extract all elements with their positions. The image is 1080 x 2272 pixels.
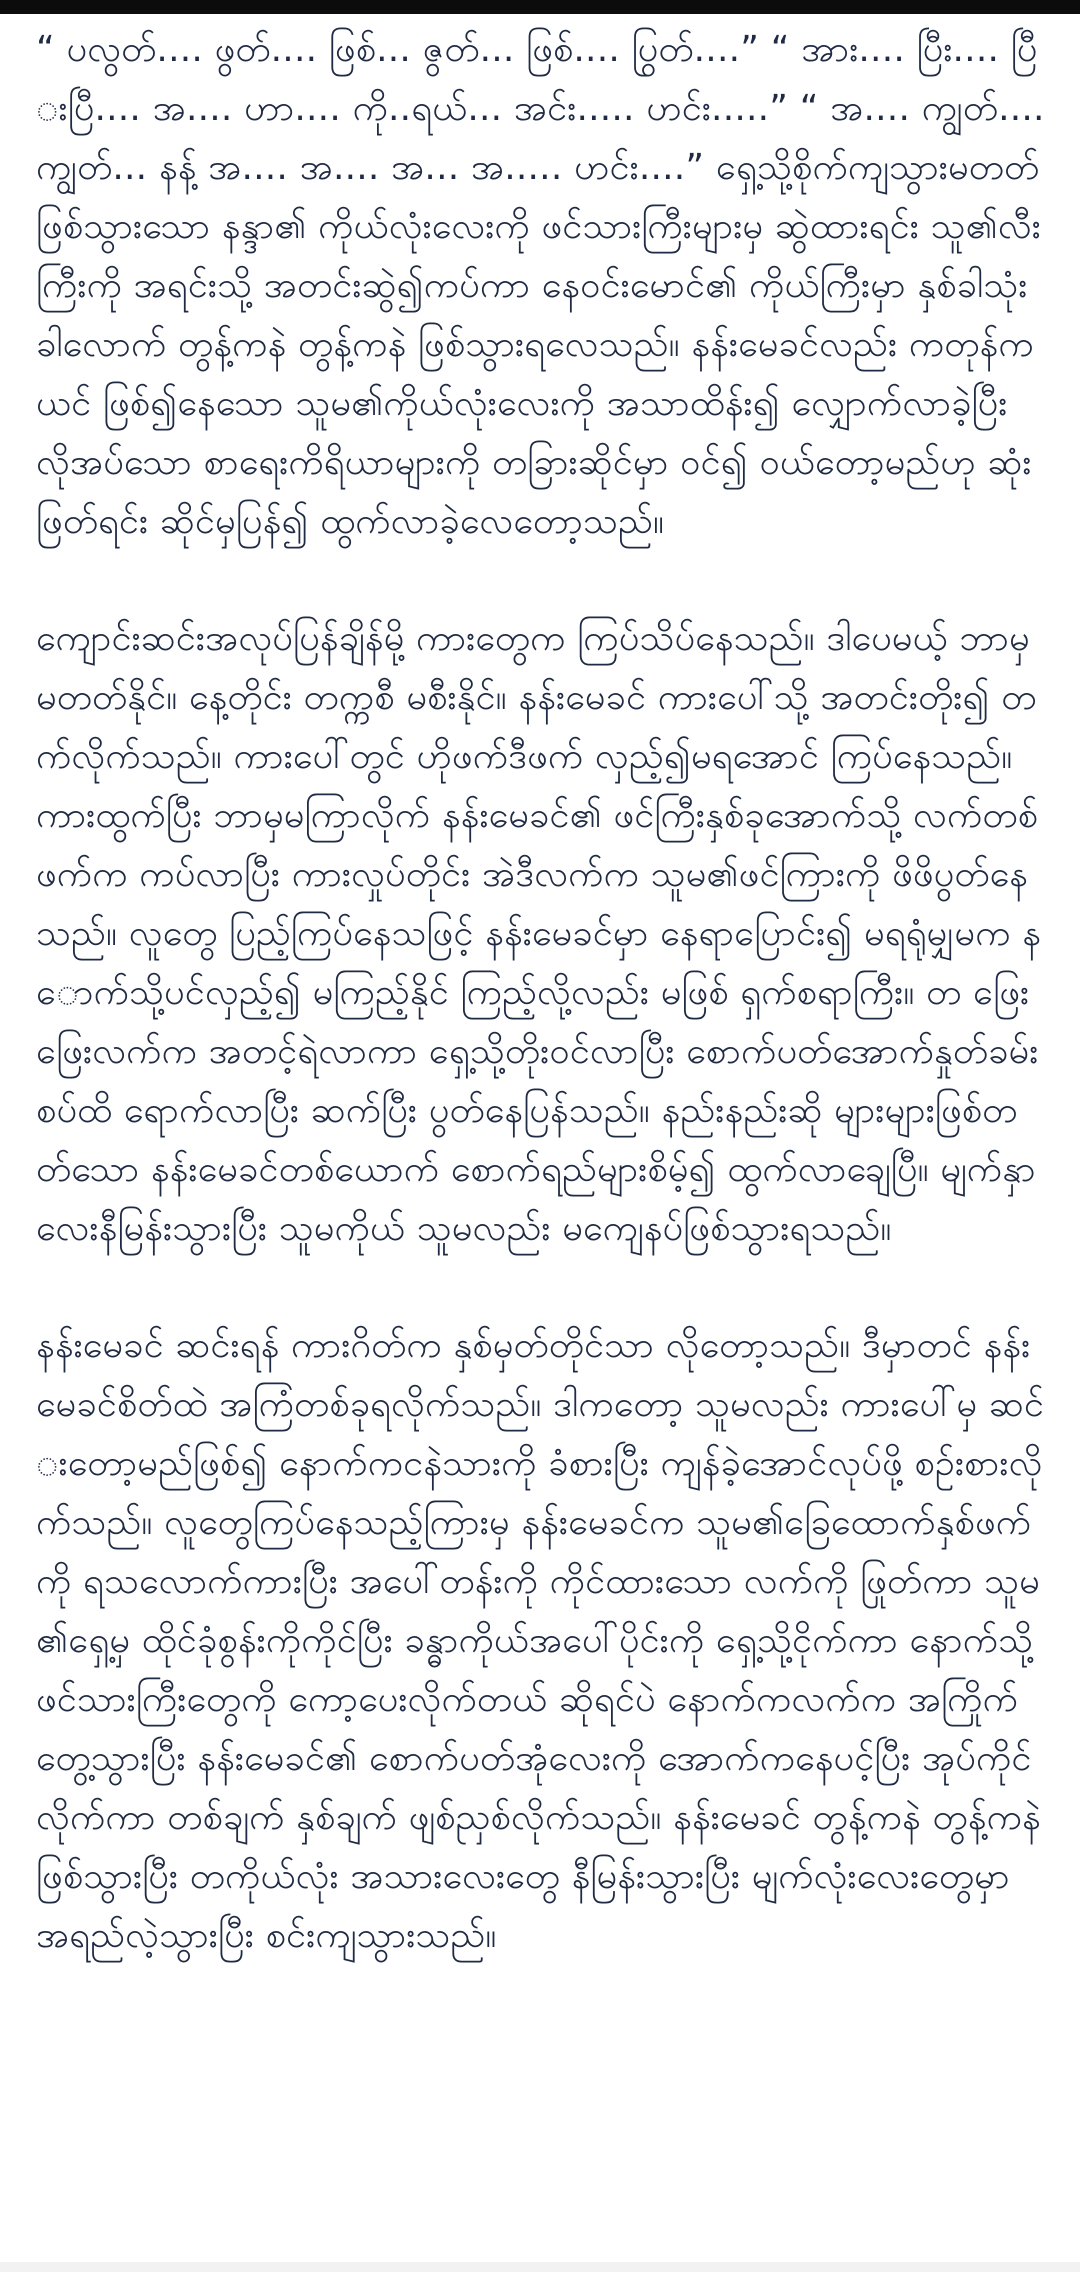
status-bar <box>0 0 1080 14</box>
reader-content[interactable] <box>0 14 1080 2260</box>
story-paragraph-1: “ ပလွတ်.... ဖွတ်.... ဖြစ်... ဇွတ်... ဖြစ်.... ပြွတ်....” “ အား.... ပြီး.... ပြီးပြီ.... အ.... ဟာ.... ကို..ရယ်... အင်း..... ဟင်း.....” “ အ.... ကျွတ်.... ကျွတ်... နန့် အ.... အ.... အ... အ..... ဟင်း....” ရှေ့သို့စိုက်ကျသွားမတတ် ဖြစ်သွားသော နန္ဒာ၏ ကိုယ်လုံးလေးကို ဖင်သားကြီးများမှ ဆွဲထားရင်း သူ၏လီးကြီးကို အရင်းသို့ အတင်းဆွဲ၍ကပ်ကာ နေဝင်းမောင်၏ ကိုယ်ကြီးမှာ နှစ်ခါသုံးခါလောက် တွန့်ကနဲ တွန့်ကနဲ ဖြစ်သွားရလေသည်။ နန်းမေခင်လည်း ကတုန်ကယင် ဖြစ်၍နေသော သူမ၏ကိုယ်လုံးလေးကို အသာထိန်း၍ လျှောက်လာခဲ့ပြီး လိုအပ်သော စာရေးကိရိယာများကို တခြားဆိုင်မှာ ဝင်၍ ဝယ်တော့မည်ဟု ဆုံးဖြတ်ရင်း ဆိုင်မှပြန်၍ ထွက်လာခဲ့လေတော့သည်။ <box>36 29 1045 542</box>
bottom-bar <box>0 2262 1080 2272</box>
story-paragraph-2: ကျောင်းဆင်းအလုပ်ပြန်ချိန်မို့ ကားတွေက ကြပ်သိပ်နေသည်။ ဒါပေမယ့် ဘာမှမတတ်နိုင်။ နေ့တိုင်း တက္ကစီ မစီးနိုင်။ နန်းမေခင် ကားပေါ်သို့ အတင်းတိုး၍ တက်လိုက်သည်။ ကားပေါ်တွင် ဟိုဖက်ဒီဖက် လှည့်၍မရအောင် ကြပ်နေသည်။ ကားထွက်ပြီး ဘာမှမကြာလိုက် နန်းမေခင်၏ ဖင်ကြီးနှစ်ခုအောက်သို့ လက်တစ်ဖက်က ကပ်လာပြီး ကားလှုပ်တိုင်း အဲဒီလက်က သူမ၏ဖင်ကြားကို ဖိဖိပွတ်နေသည်။ လူတွေ ပြည့်ကြပ်နေသဖြင့် နန်းမေခင်မှာ နေရာပြောင်း၍ မရရုံမျှမက နောက်သို့ပင်လှည့်၍ မကြည့်နိုင် ကြည့်လို့လည်း မဖြစ် ရှက်စရာကြီး။ တ ဖြေးဖြေးလက်က အတင့်ရဲလာကာ ရှေ့သို့တိုးဝင်လာပြီး စောက်ပတ်အောက်နှုတ်ခမ်းစပ်ထိ ရောက်လာပြီး ဆက်ပြီး ပွတ်နေပြန်သည်။ နည်းနည်းဆို များများဖြစ်တတ်သော နန်းမေခင်တစ်ယောက် စောက်ရည်များစိမ့်၍ ထွက်လာချေပြီ။ မျက်နှာလေးနီမြန်းသွားပြီး သူမကိုယ် သူမလည်း မကျေနပ်ဖြစ်သွားရသည်။ <box>36 618 1042 1249</box>
story-paragraph-3: နန်းမေခင် ဆင်းရန် ကားဂိတ်က နှစ်မှတ်တိုင်သာ လိုတော့သည်။ ဒီမှာတင် နန်းမေခင်စိတ်ထဲ အကြံတစ်ခုရလိုက်သည်။ ဒါကတော့ သူမလည်း ကားပေါ်မှ ဆင်းတော့မည်ဖြစ်၍ နောက်ကငနဲသားကို ခံစားပြီး ကျန်ခဲ့အောင်လုပ်ဖို့ စဉ်းစားလိုက်သည်။ လူတွေကြပ်နေသည့်ကြားမှ နန်းမေခင်က သူမ၏ခြေထောက်နှစ်ဖက်ကို ရသလောက်ကားပြီး အပေါ်တန်းကို ကိုင်ထားသော လက်ကို ဖြုတ်ကာ သူမ၏ရှေ့မှ ထိုင်ခုံစွန်းကိုကိုင်ပြီး ခန္ဓာကိုယ်အပေါ်ပိုင်းကို ရှေ့သို့ငိုက်ကာ နောက်သို့ ဖင်သားကြီးတွေကို ကော့ပေးလိုက်တယ် ဆိုရင်ပဲ နောက်ကလက်က အကြိုက်တွေ့သွားပြီး နန်းမေခင်၏ စောက်ပတ်အုံလေးကို အောက်ကနေပင့်ပြီး အုပ်ကိုင်လိုက်ကာ တစ်ချက် နှစ်ချက် ဖျစ်ညှစ်လိုက်သည်။ နန်းမေခင် တွန့်ကနဲ တွန့်ကနဲ ဖြစ်သွားပြီး တကိုယ်လုံး အသားလေးတွေ နီမြန်းသွားပြီး မျက်လုံးလေးတွေမှာ အရည်လဲ့သွားပြီး စင်းကျသွားသည်။ <box>36 1325 1044 1956</box>
